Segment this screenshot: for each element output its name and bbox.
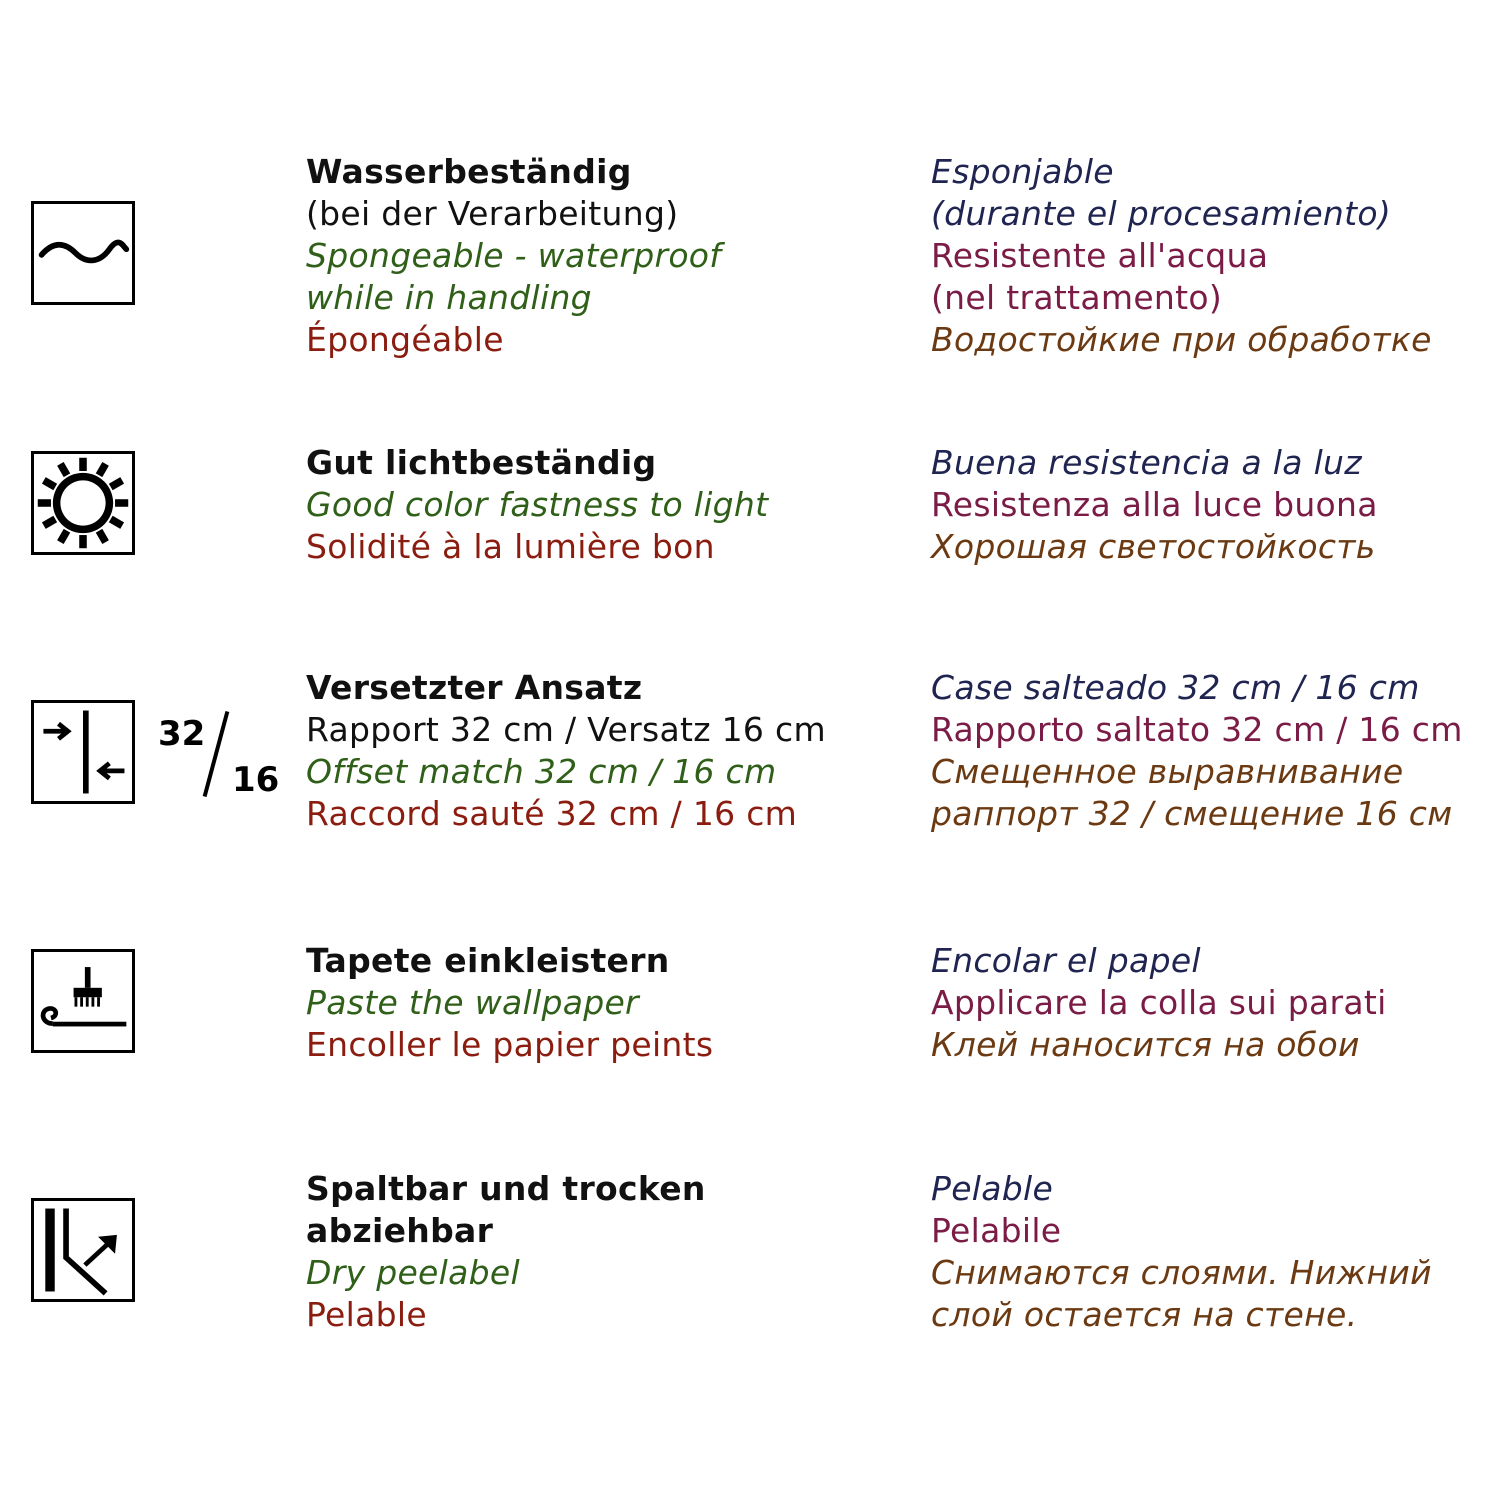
english-text: while in handling [306,278,592,317]
italian-text: Resistente all'acqua [931,236,1269,275]
row-paste-right-text [931,940,1500,1066]
english-text: Good color fastness to light [306,485,769,524]
row-light-right-text [931,442,1500,568]
row-water-right-text [931,151,1500,361]
paste-wallpaper-icon [31,949,135,1053]
english-text: Paste the wallpaper [306,983,639,1022]
english-text: Dry peelabel [306,1253,520,1292]
english-text: Offset match 32 cm / 16 cm [306,752,777,791]
row-offset-left-text [306,667,906,835]
russian-text: Водостойкие при обработке [931,320,1432,359]
russian-text: слой остается на стене. [931,1295,1358,1334]
italian-text: Rapporto saltato 32 cm / 16 cm [931,710,1463,749]
french-text: Pelable [306,1295,427,1334]
french-text: Solidité à la lumière bon [306,527,715,566]
french-text: Encoller le papier peints [306,1025,714,1064]
german-title: Gut lichtbeständig [306,443,657,482]
russian-text: Снимаются слоями. Нижний [931,1253,1432,1292]
fraction-numerator: 32 [158,714,206,754]
german-title: abziehbar [306,1211,494,1250]
german-subtitle: (bei der Verarbeitung) [306,194,679,233]
russian-text: Клей наносится на обои [931,1025,1360,1064]
row-water-left-text [306,151,906,361]
german-title: Wasserbeständig [306,152,632,191]
german-title: Versetzter Ansatz [306,668,643,707]
spanish-text: Encolar el papel [931,941,1201,980]
row-offset-right-text [931,667,1500,835]
spanish-text: Esponjable [931,152,1114,191]
row-light-left-text [306,442,906,568]
russian-text: Хорошая светостойкость [931,527,1376,566]
row-paste-left-text [306,940,906,1066]
german-subtitle: Rapport 32 cm / Versatz 16 cm [306,710,826,749]
fraction-slash [203,711,230,797]
french-text: Épongéable [306,320,504,359]
italian-text: (nel trattamento) [931,278,1223,317]
english-text: Spongeable - waterproof [306,236,722,275]
fraction-denominator: 16 [232,760,280,800]
row-peel-left-text [306,1168,906,1336]
german-title: Spaltbar und trocken [306,1169,706,1208]
german-title: Tapete einkleistern [306,941,670,980]
dry-peel-icon [31,1198,135,1302]
sun-gear-icon [31,451,135,555]
offset-fraction [158,702,283,812]
russian-text: раппорт 32 / смещение 16 см [931,794,1453,833]
spanish-text: (durante el procesamiento) [931,194,1392,233]
sponge-wave-icon [31,201,135,305]
row-peel-right-text [931,1168,1500,1336]
italian-text: Resistenza alla luce buona [931,485,1378,524]
spanish-text: Case salteado 32 cm / 16 cm [931,668,1420,707]
russian-text: Смещенное выравнивание [931,752,1404,791]
italian-text: Pelabile [931,1211,1062,1250]
italian-text: Applicare la colla sui parati [931,983,1387,1022]
spanish-text: Pelable [931,1169,1054,1208]
offset-match-icon [31,700,135,804]
french-text: Raccord sauté 32 cm / 16 cm [306,794,798,833]
spanish-text: Buena resistencia a la luz [931,443,1362,482]
